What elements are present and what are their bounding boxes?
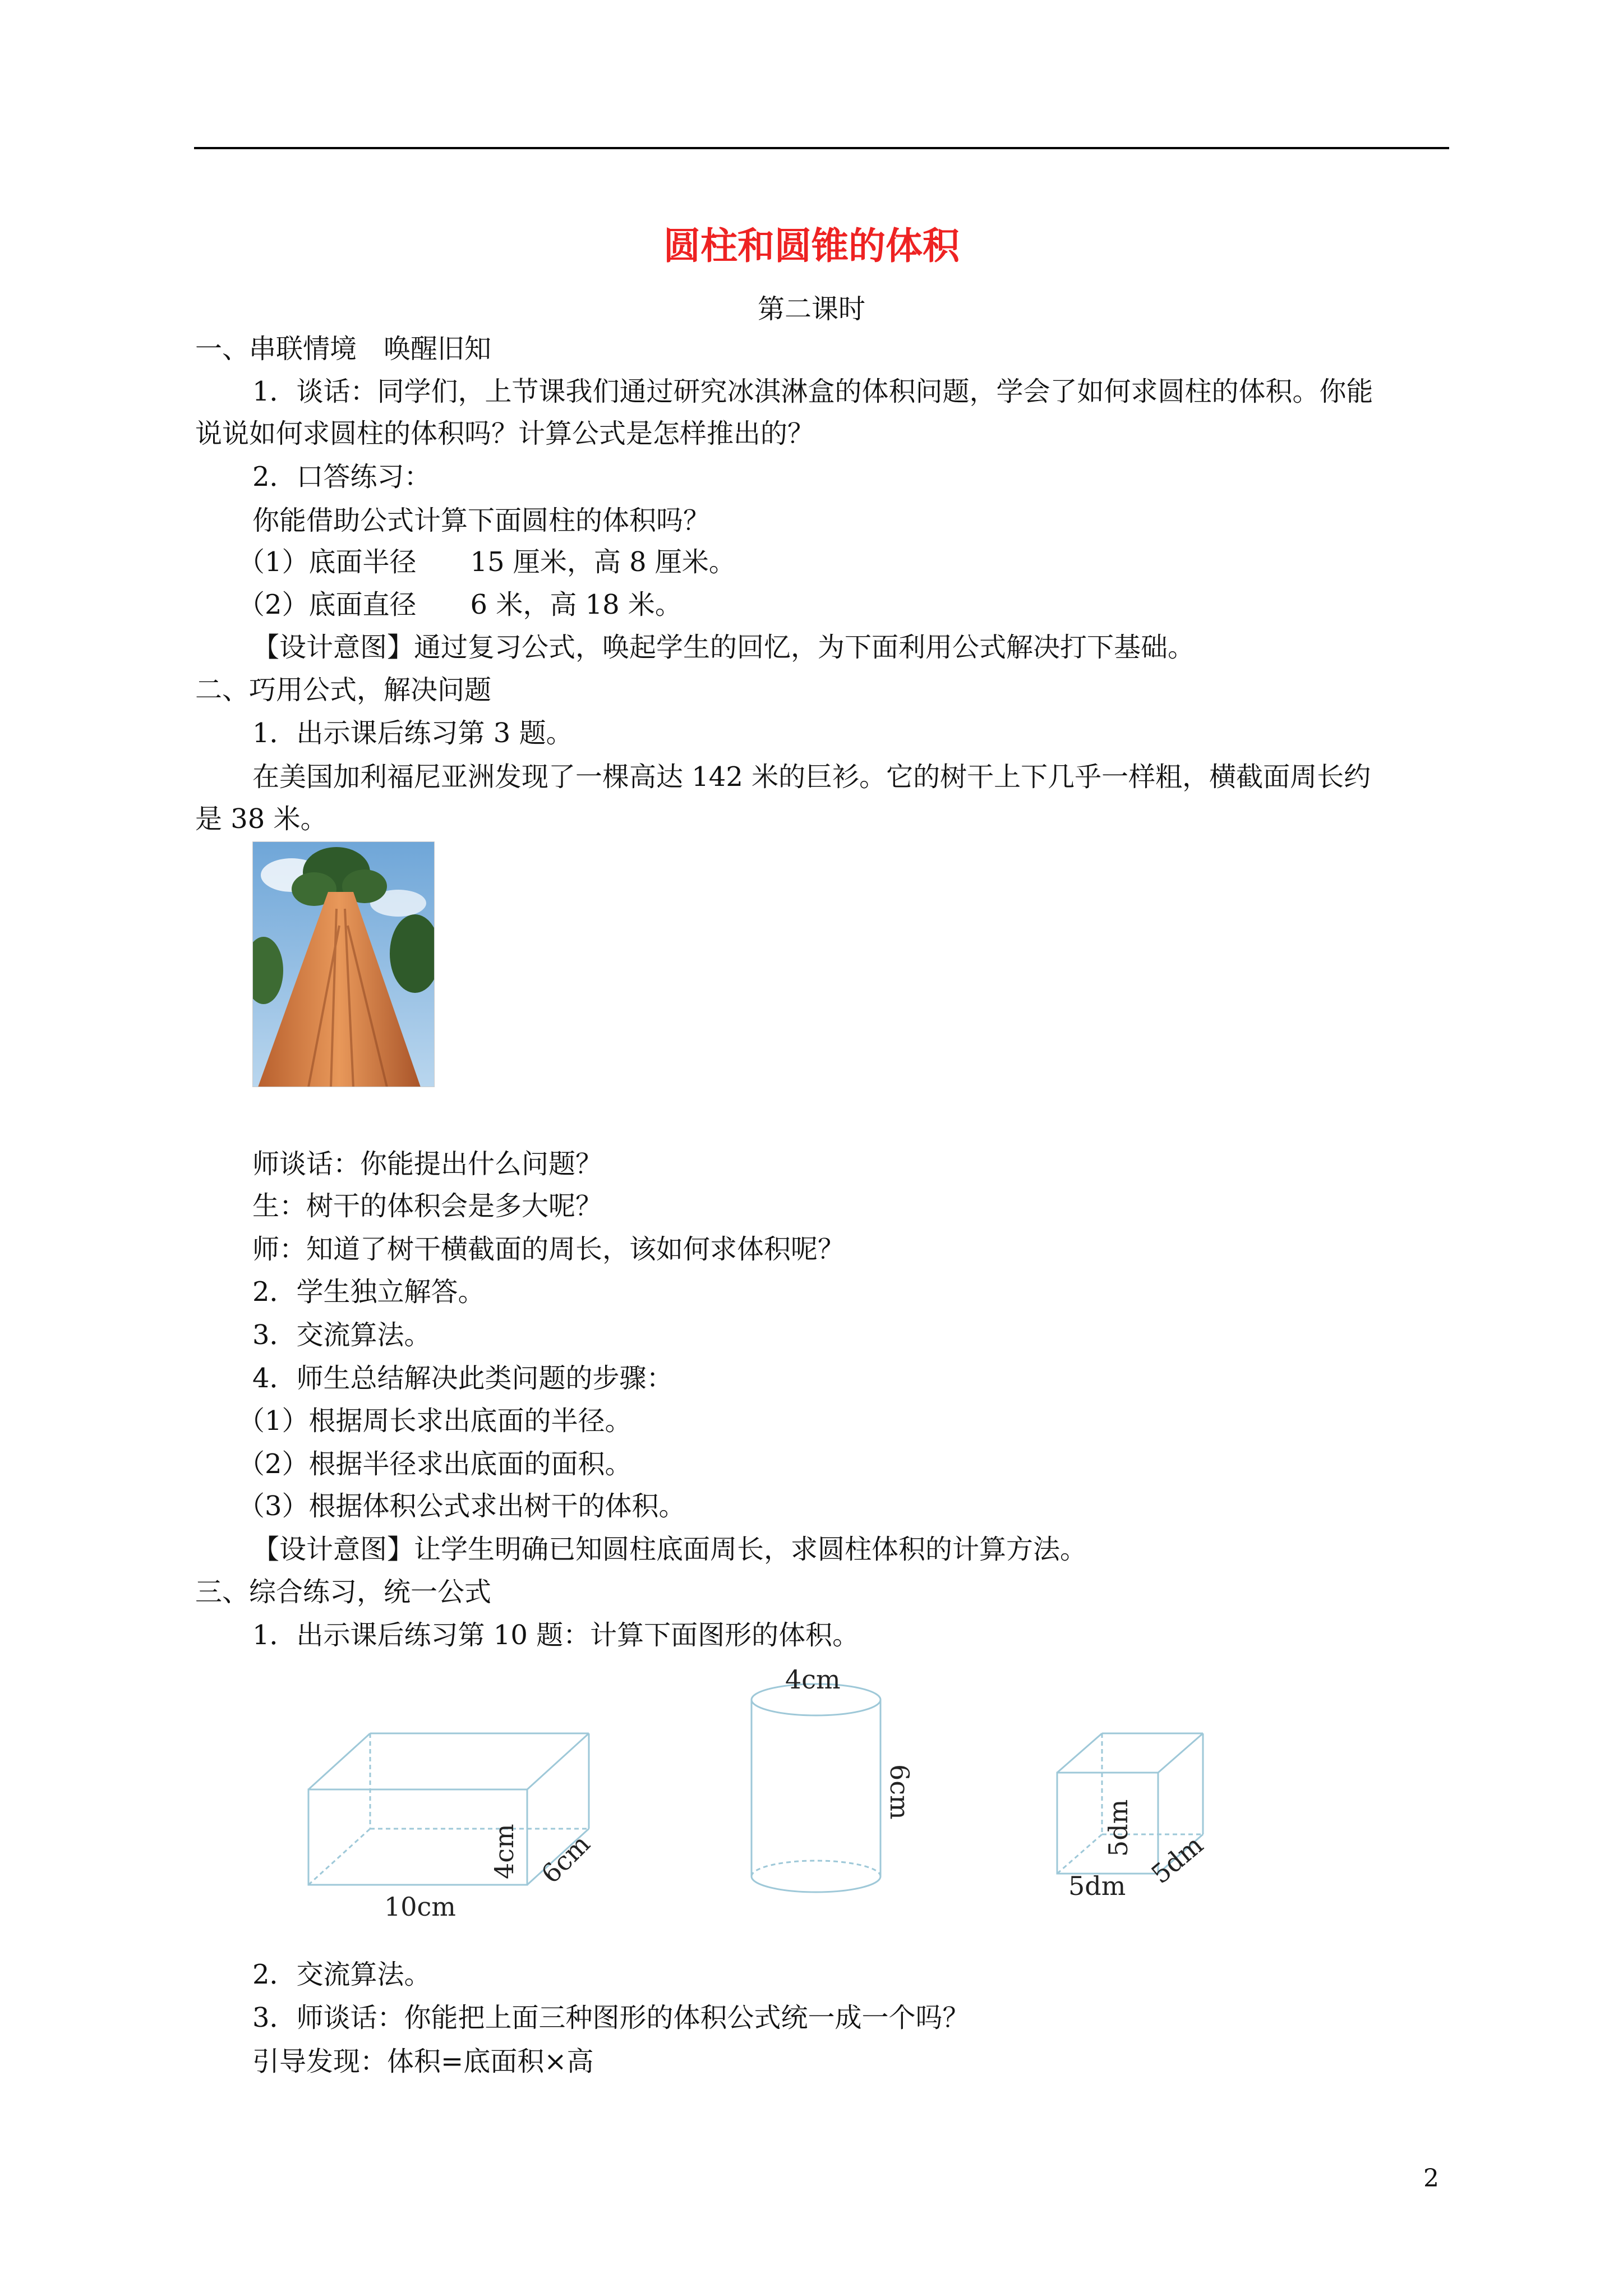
section2-story-line2: 是 38 米。	[195, 803, 328, 835]
section2-heading: 二、巧用公式，解决问题	[195, 674, 492, 706]
header-rule	[194, 147, 1449, 149]
step-item-1: （1）根据周长求出底面的半径。	[238, 1405, 632, 1437]
cylinder-diameter-label: 4cm	[785, 1664, 841, 1695]
cube-bottom-label: 5dm	[1068, 1871, 1126, 1896]
cuboid-width-label: 6cm	[535, 1828, 596, 1889]
section1-paragraph-line1: 1．谈话：同学们，上节课我们通过研究冰淇淋盒的体积问题，学会了如何求圆柱的体积。你能	[252, 376, 1373, 407]
dialogue-teacher-1: 师谈话：你能提出什么问题？	[252, 1148, 603, 1180]
step-item-3: （3）根据体积公式求出树干的体积。	[238, 1490, 686, 1522]
section3-heading: 三、综合练习，统一公式	[195, 1576, 492, 1608]
step-exchange: 3．交流算法。	[252, 1319, 431, 1351]
sequoia-tree-image	[252, 841, 435, 1087]
dialogue-teacher-2: 师：知道了树干横截面的周长，该如何求体积呢？	[252, 1234, 845, 1265]
cube-height-label: 5dm	[1103, 1799, 1133, 1857]
step-solve: 2．学生独立解答。	[252, 1276, 485, 1308]
section3-exchange: 2．交流算法。	[252, 1959, 431, 1990]
step-summary: 4．师生总结解决此类问题的步骤：	[252, 1363, 674, 1394]
section1-paragraph-line2: 说说如何求圆柱的体积吗？计算公式是怎样推出的？	[195, 418, 815, 449]
page-title: 圆柱和圆锥的体积	[663, 224, 960, 268]
section1-question: 你能借助公式计算下面圆柱的体积吗？	[252, 505, 711, 536]
section2-story-line1: 在美国加利福尼亚洲发现了一棵高达 142 米的巨衫。它的树干上下几乎一样粗，横截面周长约	[252, 761, 1371, 793]
step-item-2: （2）根据半径求出底面的面积。	[238, 1448, 632, 1480]
cuboid-height-label: 4cm	[489, 1824, 519, 1879]
cube-depth-label: 5dm	[1145, 1829, 1209, 1890]
cylinder-figure	[740, 1663, 920, 1902]
dialogue-student: 生：树干的体积会是多大呢？	[252, 1190, 603, 1222]
section3-question: 3．师谈话：你能把上面三种图形的体积公式统一成一个吗？	[252, 2002, 970, 2033]
section2-design-intent: 【设计意图】让学生明确已知圆柱底面周长，求圆柱体积的计算方法。	[252, 1534, 1087, 1565]
section1-design-intent: 【设计意图】通过复习公式，唤起学生的回忆，为下面利用公式解决打下基础。	[252, 632, 1195, 663]
cube-figure	[1049, 1728, 1234, 1896]
cuboid-figure	[292, 1717, 628, 1924]
section3-conclusion: 引导发现：体积=底面积×高	[252, 2046, 594, 2077]
cuboid-length-label: 10cm	[384, 1892, 456, 1922]
section1-item-2: （2）底面直径 6 米，高 18 米。	[238, 589, 682, 620]
section1-oral-practice: 2．口答练习：	[252, 461, 431, 493]
lesson-subtitle: 第二课时	[757, 293, 865, 325]
section3-exercise: 1．出示课后练习第 10 题：计算下面图形的体积。	[252, 1619, 860, 1651]
section2-exercise: 1．出示课后练习第 3 题。	[252, 717, 573, 749]
cylinder-height-label: 6cm	[884, 1764, 915, 1820]
section1-heading: 一、串联情境 唤醒旧知	[195, 333, 492, 365]
page-number: 2	[1423, 2164, 1439, 2193]
section1-item-1: （1）底面半径 15 厘米，高 8 厘米。	[238, 546, 736, 578]
